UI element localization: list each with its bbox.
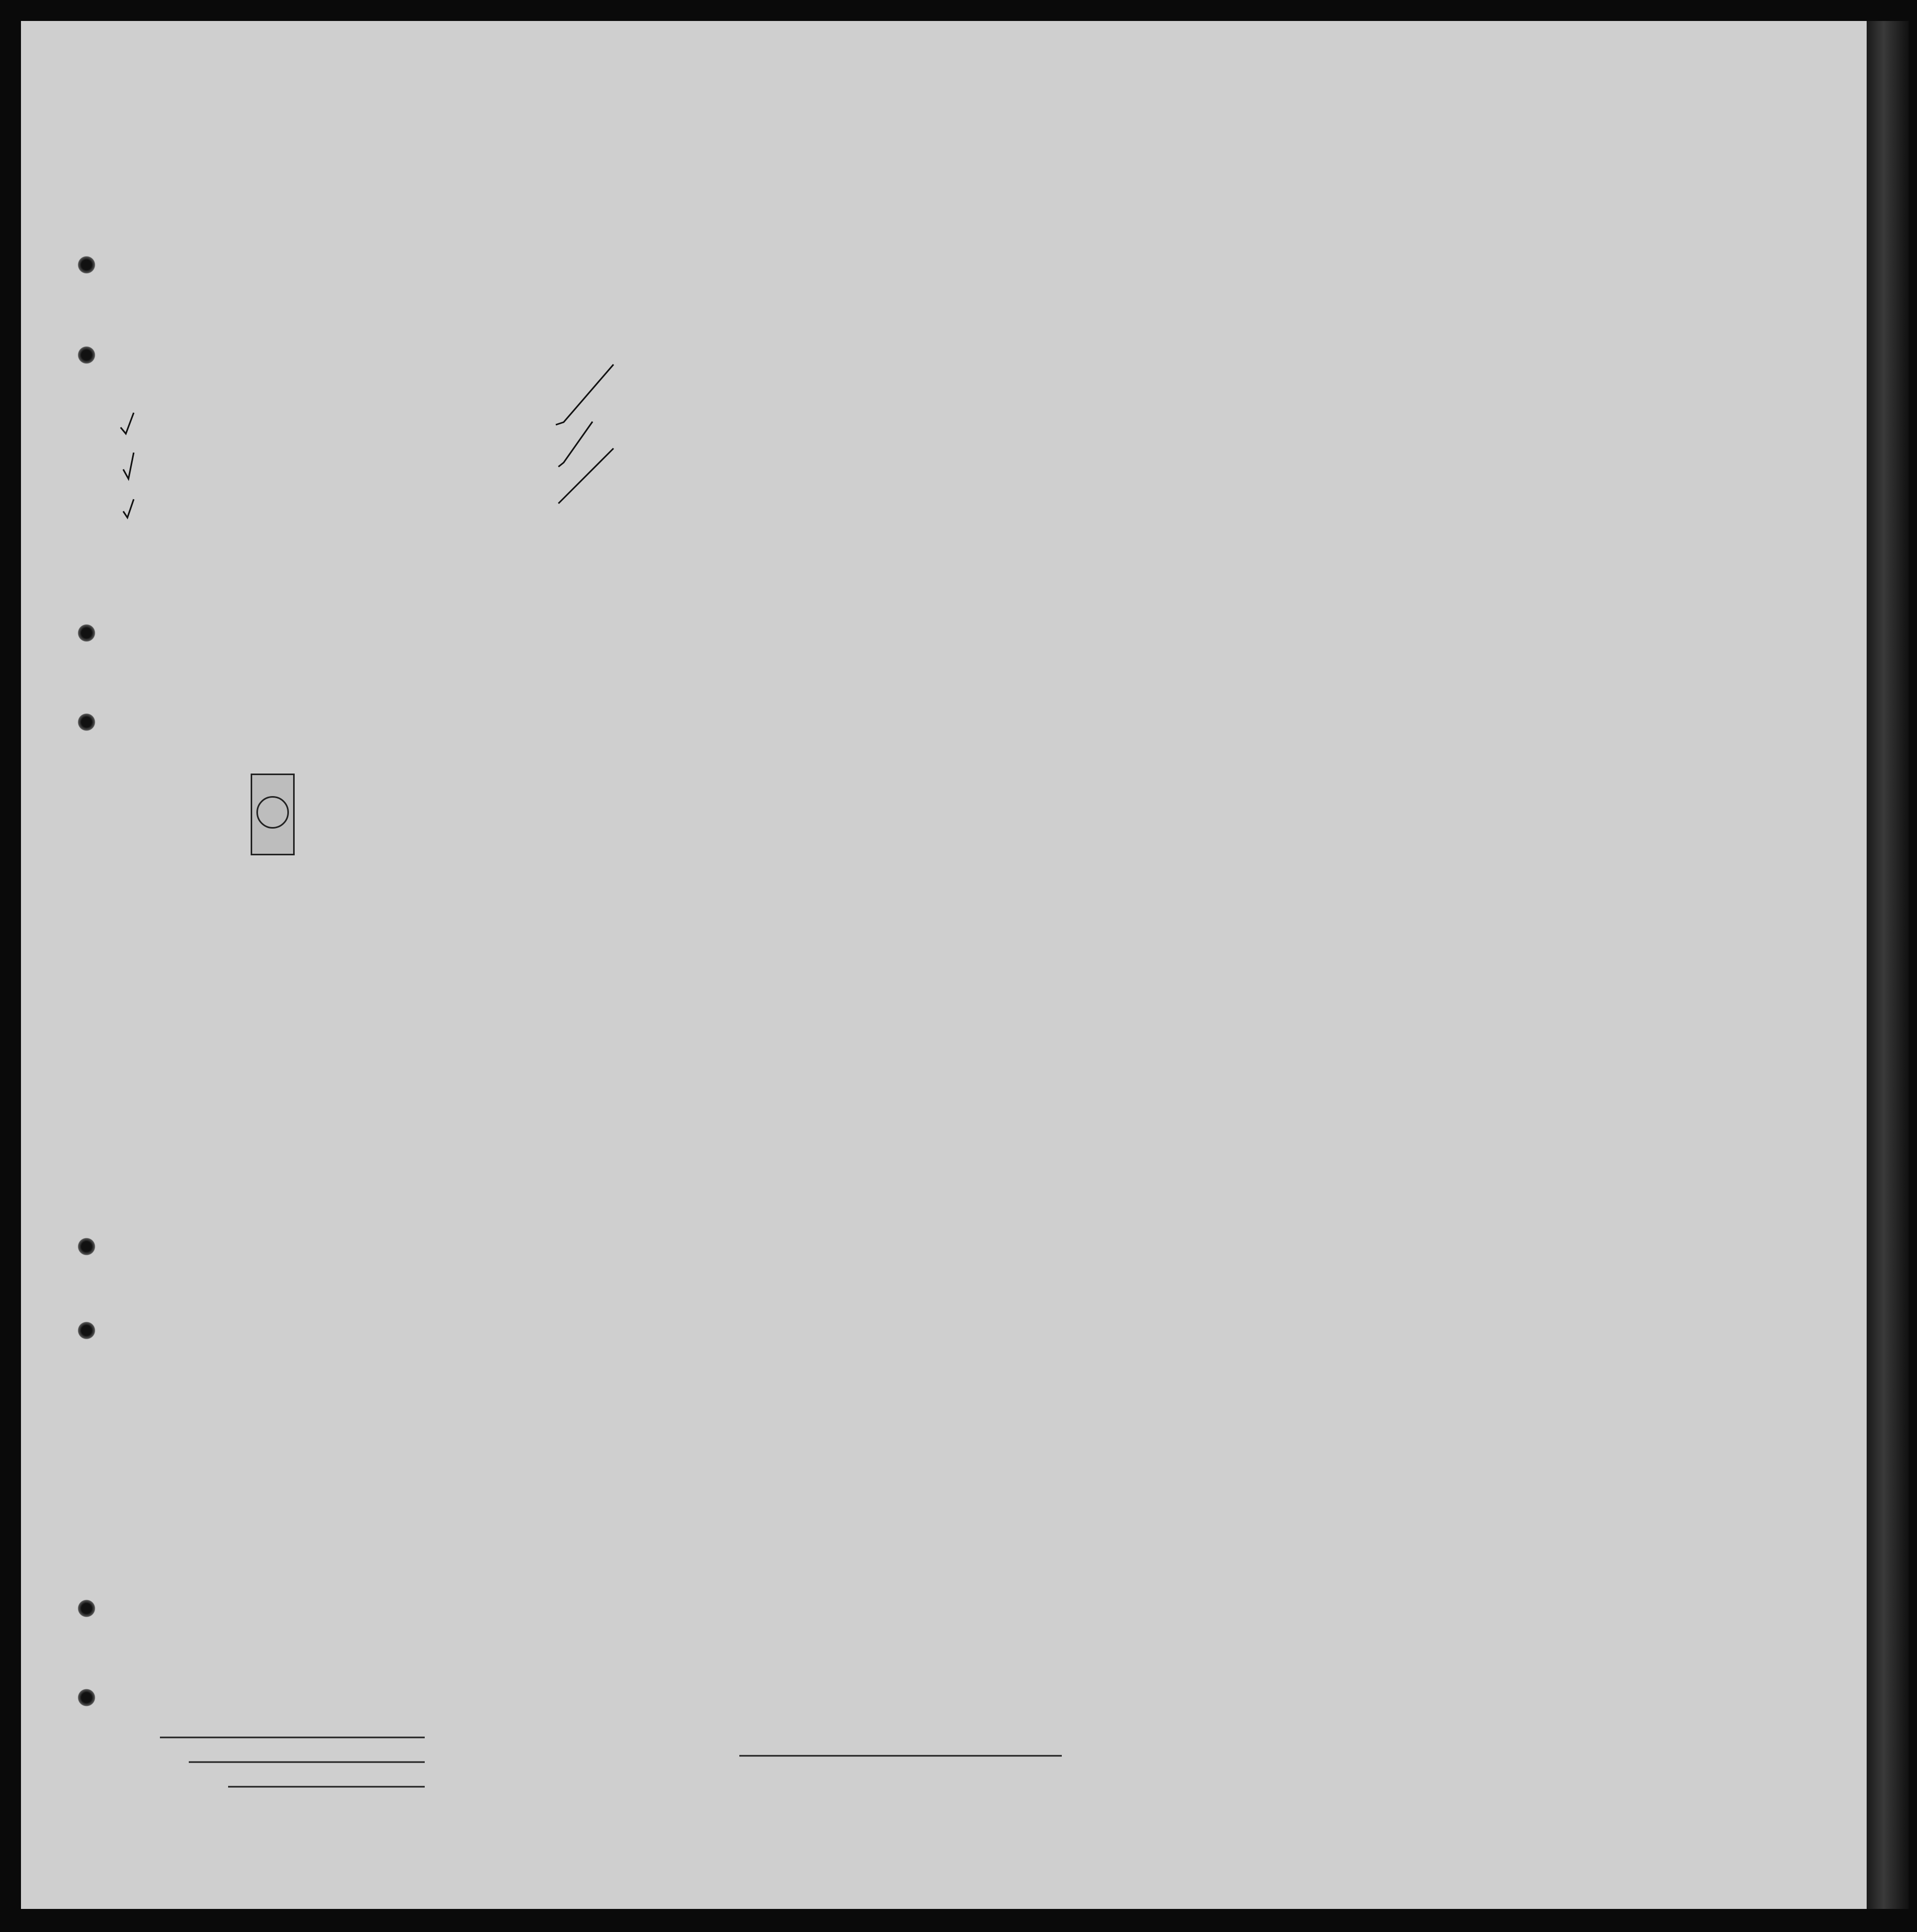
footer-lines [21, 21, 1867, 1909]
binder-hole [78, 624, 95, 642]
binder-hole [78, 713, 95, 731]
binder-hole [78, 256, 95, 274]
manifest-sheet [21, 21, 1867, 1909]
binder-hole [78, 1689, 95, 1706]
binder-hole [78, 1322, 95, 1339]
page-edge [1867, 21, 1909, 1909]
binder-hole [78, 1238, 95, 1255]
binder-hole [78, 346, 95, 364]
binder-hole [78, 1600, 95, 1617]
